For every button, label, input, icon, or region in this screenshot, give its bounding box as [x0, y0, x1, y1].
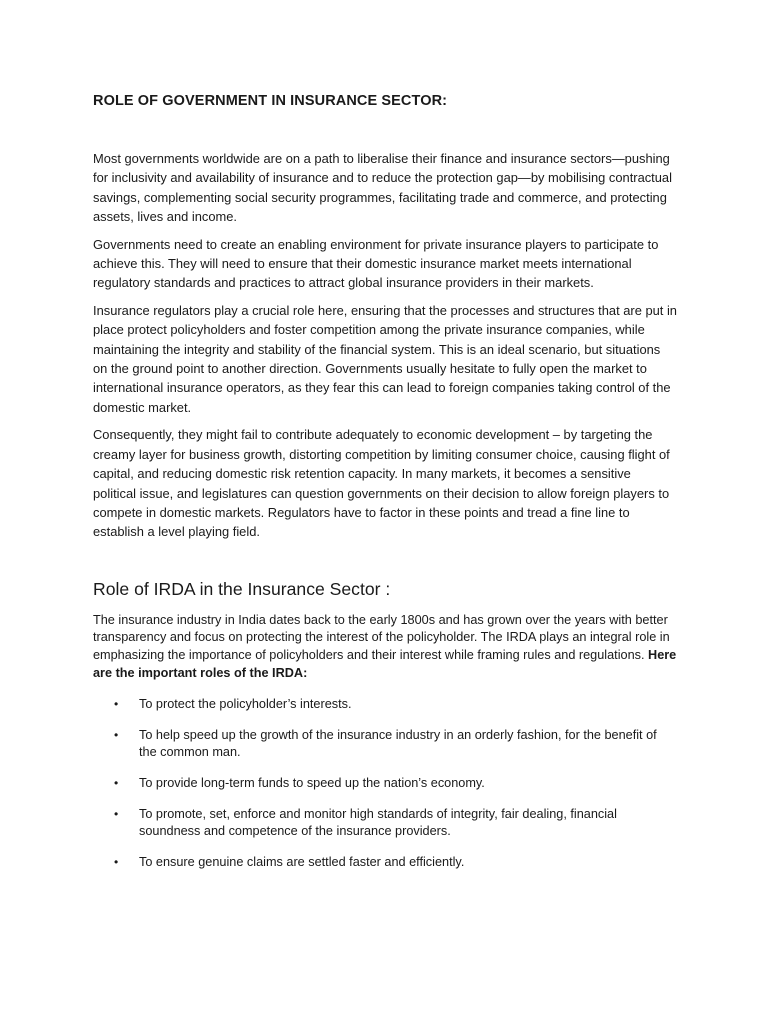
- bullet-icon: •: [114, 697, 119, 712]
- document-content: [93, 92, 677, 885]
- bullet-icon: •: [114, 776, 119, 791]
- paragraph-consequently: Consequently, they might fail to contribute adequately to economic development – by targeting the creamy layer for business growth, distorting competition by limiting consumer choice, causing flight of capital, and reducing domestic risk retention capacity. In many markets, it becomes a sensitive political issue, and legislatures can question governments on their decision to allow foreign players to compete in domestic markets. Regulators have to factor in these points and tread a fine line to establish a level playing field.: [93, 427, 670, 540]
- paragraph-insurance-regulators: Insurance regulators play a crucial role here, ensuring that the processes and structures that are put in place protect policyholders and foster competition among the private insurance companies, while maintaining the integrity and stability of the financial system. This is an ideal scenario, but situations on the ground point to another direction. Governments usually hesitate to fully open the market to international insurance operators, as they fear this can lead to foreign companies taking control of the domestic market.: [93, 302, 677, 415]
- list-item: [93, 806, 677, 840]
- list-item: [93, 727, 677, 761]
- list-item-text: To ensure genuine claims are settled faster and efficiently.: [139, 855, 465, 870]
- paragraph-irda-intro: [93, 612, 677, 682]
- list-item-text: To protect the policyholder’s interests.: [139, 697, 352, 712]
- list-item-text: To provide long-term funds to speed up the nation’s economy.: [139, 776, 485, 791]
- paragraph-liberalise: Most governments worldwide are on a path to liberalise their finance and insurance sectors—pushing for inclusivity and availability of insurance and to reduce the protection gap—by mobilising contractual savings, complementing social security programmes, facilitating trade and commerce, and protecting assets, lives and income.: [93, 151, 672, 225]
- paragraph-enabling-environment: Governments need to create an enabling environment for private insurance players to participate to achieve this. They will need to ensure that their domestic insurance market meets international regulatory standards and practices to attract global insurance providers in their markets.: [93, 236, 659, 291]
- irda-roles-list: [93, 696, 677, 871]
- list-item-text: To promote, set, enforce and monitor high standards of integrity, fair dealing, financial soundness and competence of the insurance providers.: [139, 807, 617, 839]
- bullet-icon: •: [114, 807, 119, 822]
- list-item: [93, 854, 677, 871]
- list-item-text: To help speed up the growth of the insurance industry in an orderly fashion, for the benefit of the common man.: [139, 728, 657, 760]
- list-item: [93, 775, 677, 792]
- section-title-irda: Role of IRDA in the Insurance Sector :: [93, 578, 391, 599]
- section-title-government: ROLE OF GOVERNMENT IN INSURANCE SECTOR:: [93, 93, 448, 109]
- list-item: [93, 696, 677, 713]
- bullet-icon: •: [114, 855, 119, 870]
- bullet-icon: •: [114, 728, 119, 743]
- irda-intro-text: The insurance industry in India dates back to the early 1800s and has grown over the years with better transparency and focus on protecting the interest of the policyholder. The IRDA plays an integral role in emphasizing the importance of policyholders and their interest while framing rules and regulations.: [93, 612, 670, 662]
- irda-intro-bold: Here are the important roles of the IRDA:: [93, 647, 677, 680]
